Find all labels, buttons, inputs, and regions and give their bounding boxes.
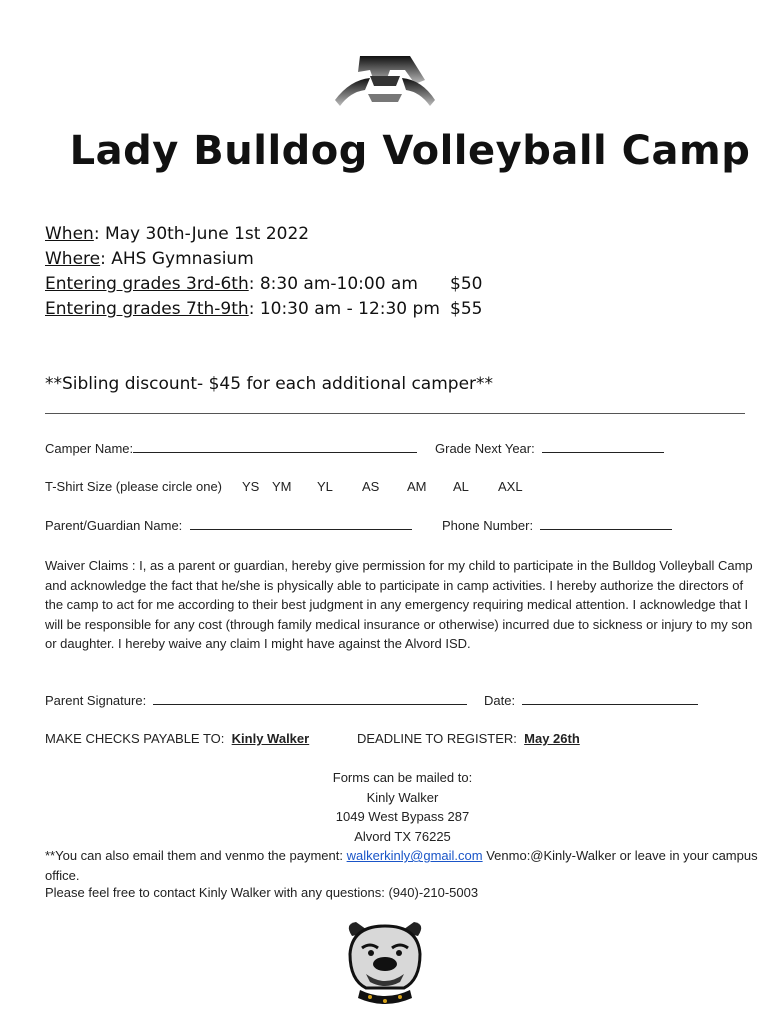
contact-line: Please feel free to contact Kinly Walker with any questions: (940)-210-5003 [45,885,479,900]
parent-signature-label: Parent Signature: [45,693,147,708]
size-option-al[interactable]: AL [453,479,469,494]
when-label: When [45,224,94,244]
where-label: Where [45,249,101,269]
deadline-label: DEADLINE TO REGISTER: [357,731,517,746]
checks-payable-row [45,731,309,746]
email-note-before: **You can also email them and venmo the payment: [45,848,347,863]
grade-row [435,440,664,456]
grade-field[interactable] [542,440,664,453]
session-1-time: : 8:30 am-10:00 am [248,274,418,294]
page-title: Lady Bulldog Volleyball Camp [69,128,751,174]
checks-payable-name: Kinly Walker [231,731,310,746]
checks-payable-label: MAKE CHECKS PAYABLE TO: [45,731,225,746]
email-note [45,846,763,885]
where-line [45,249,254,269]
parent-name-label: Parent/Guardian Name: [45,518,183,533]
mailing-city: Alvord TX 76225 [354,828,451,844]
session-2-line [45,299,545,319]
where-value: : AHS Gymnasium [100,249,254,269]
size-option-axl[interactable]: AXL [498,479,523,494]
mailing-name: Kinly Walker [366,789,439,805]
mailing-intro: Forms can be mailed to: [332,770,473,785]
camper-name-field[interactable] [133,440,417,453]
session-1-line [45,274,545,294]
tshirt-row [45,479,222,494]
bulldog-mascot-icon [340,918,430,1010]
divider [45,413,745,414]
size-option-ys[interactable]: YS [242,479,260,494]
date-row [484,692,698,708]
parent-name-row [45,517,412,533]
signature-row [45,692,467,708]
size-option-ym[interactable]: YM [272,479,292,494]
when-line [45,224,309,244]
mailing-address [0,768,770,846]
deadline-date: May 26th [524,731,580,746]
phone-field[interactable] [540,517,672,530]
date-field[interactable] [522,692,698,705]
email-note-after: Venmo:@Kinly-Walker or leave in your campus office. [45,848,758,883]
waiver-text: Waiver Claims : I, as a parent or guardian, hereby give permission for my child to participate in the Bulldog Volleyball Camp and acknowledge the fact that he/she is physically able to participate in camp activities. I hereby authorize the directors of the camp to act for me according to their best judgment in any emergency requiring medical attention. I acknowledge that I will be responsible for any cost (through family medical insurance or otherwise) incurred due to sickness or injury to my son or daughter. I hereby waive any claim I might have against the Alvord ISD. [45,558,753,652]
camper-name-label: Camper Name: [45,441,134,456]
size-option-as[interactable]: AS [362,479,380,494]
deadline-row [357,731,580,746]
school-logo [330,50,440,110]
date-label: Date: [484,693,516,708]
camper-name-row [45,440,417,456]
mailing-street: 1049 West Bypass 287 [335,809,470,824]
email-link[interactable]: walkerkinly@gmail.com [346,848,483,863]
session-1-price: $50 [450,274,483,294]
tshirt-label: T-Shirt Size (please circle one) [45,479,223,494]
when-value: : May 30th-June 1st 2022 [93,224,310,244]
phone-row [442,517,672,533]
session-2-label: Entering grades 7th-9th [45,299,249,319]
size-option-yl[interactable]: YL [317,479,333,494]
phone-label: Phone Number: [442,518,534,533]
session-2-price: $55 [450,299,483,319]
parent-signature-field[interactable] [153,692,467,705]
sibling-discount: **Sibling discount- $45 for each additional camper** [45,374,494,394]
session-1-label: Entering grades 3rd-6th [45,274,249,294]
parent-name-field[interactable] [190,517,412,530]
grade-label: Grade Next Year: [435,441,535,456]
size-option-am[interactable]: AM [407,479,427,494]
session-2-time: : 10:30 am - 12:30 pm [248,299,440,319]
